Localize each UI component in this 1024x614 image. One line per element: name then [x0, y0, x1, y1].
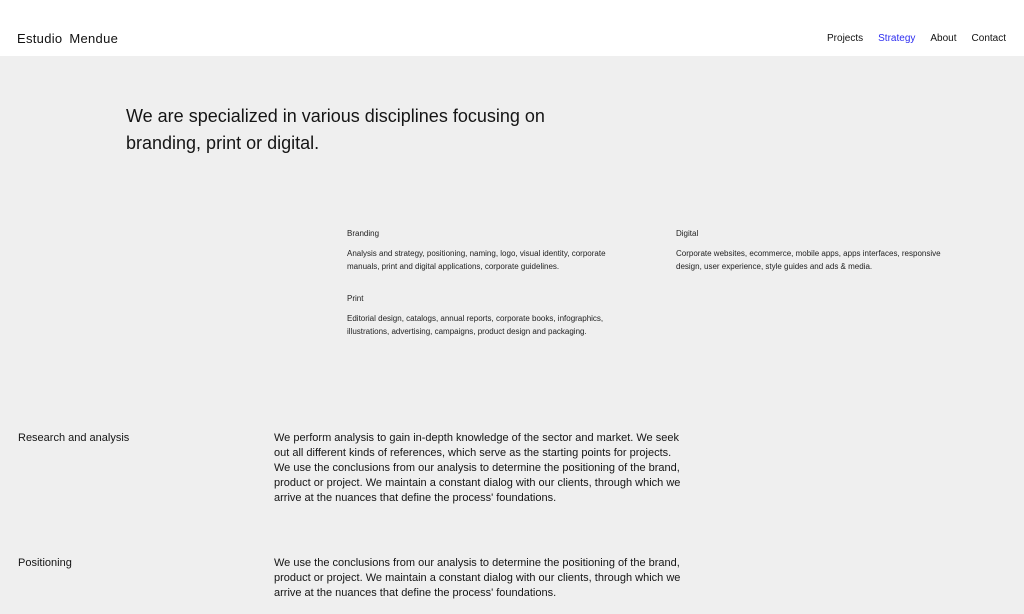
section-positioning-text: We use the conclusions from our analysis to determine the positioning of the brand, product or project. We maintain a constant dialog with our clients, through which we arrive at the nuances that define the process' foundations.: [274, 557, 681, 599]
service-branding-text: Analysis and strategy, positioning, naming, logo, visual identity, corporate manuals, print and digital applications, corporate guidelines.: [347, 249, 606, 271]
nav-projects[interactable]: Projects: [827, 33, 864, 44]
brand-logo[interactable]: Estudio Mendue: [17, 31, 119, 46]
section-positioning-title: Positioning: [18, 557, 72, 569]
nav-strategy[interactable]: Strategy: [878, 33, 916, 44]
service-digital: [676, 229, 961, 273]
hero-statement: We are specialized in various disciplines focusing on branding, print or digital.: [126, 106, 545, 153]
service-digital-title: Digital: [676, 229, 699, 238]
service-digital-text: Corporate websites, ecommerce, mobile apps, apps interfaces, responsive design, user experience, style guides and ads & media.: [676, 249, 941, 271]
main-nav: [827, 33, 1006, 44]
service-print-title: Print: [347, 294, 364, 303]
nav-about[interactable]: About: [930, 33, 957, 44]
nav-contact[interactable]: Contact: [971, 33, 1006, 44]
section-research-title: Research and analysis: [18, 432, 130, 444]
section-research-text: We perform analysis to gain in-depth knowledge of the sector and market. We seek out all different kinds of references, which serve as the starting points for projects. We use the conclusions from our analysis to determine the positioning of the brand, product or project. We maintain a constant dialog with our clients, through which we arrive at the nuances that define the process' foundations.: [274, 432, 681, 504]
site-header: [0, 0, 1024, 56]
service-print-text: Editorial design, catalogs, annual reports, corporate books, infographics, illustrations, advertising, campaigns, product design and packaging.: [347, 314, 604, 336]
service-print: [347, 294, 632, 338]
service-branding: [347, 229, 632, 273]
service-branding-title: Branding: [347, 229, 380, 238]
